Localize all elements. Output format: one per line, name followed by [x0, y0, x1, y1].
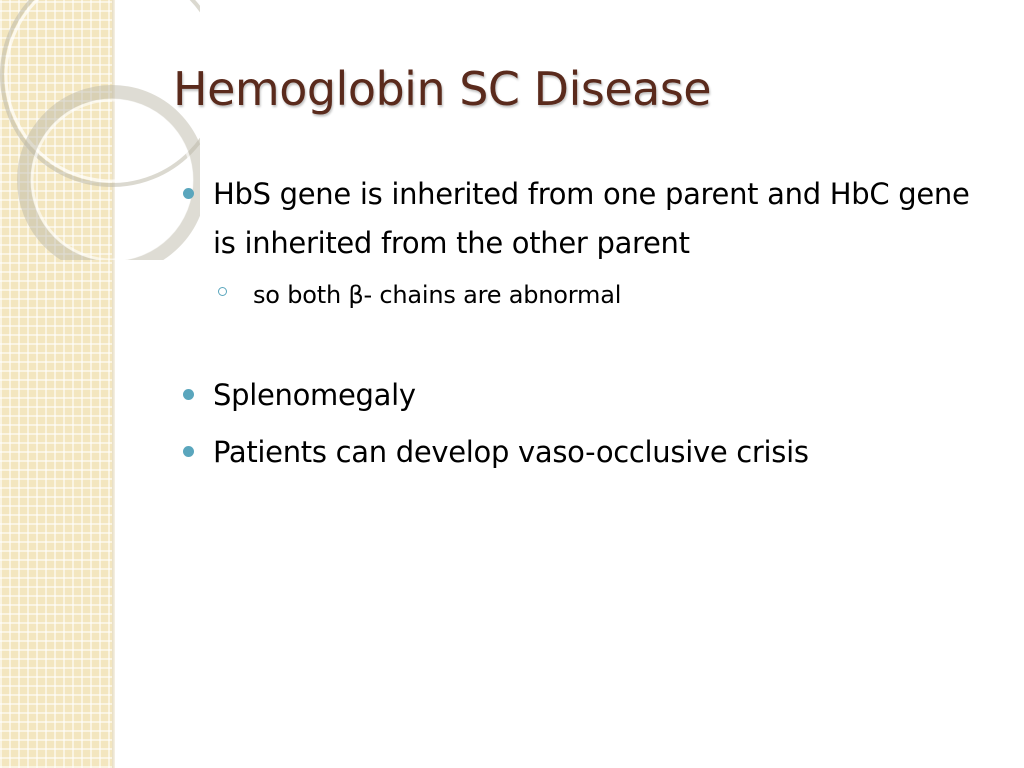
- slide-title: Hemoglobin SC Disease: [173, 62, 712, 116]
- bullet-dot-icon: [183, 446, 194, 457]
- spacer: [180, 322, 1000, 371]
- bullet-text: Patients can develop vaso-occlusive crisis: [213, 435, 809, 469]
- decorative-circles: [0, 0, 200, 260]
- bullet-dot-icon: [183, 389, 194, 400]
- bullet-text: HbS gene is inherited from one parent and HbC gene is inherited from the other parent: [213, 177, 970, 260]
- bullet-item: [180, 428, 1000, 477]
- bullet-text: Splenomegaly: [213, 378, 416, 412]
- bullet-item: [180, 170, 1000, 268]
- bullet-dot-icon: [183, 188, 194, 199]
- bullet-item: [180, 371, 1000, 420]
- bullet-ring-icon: [218, 287, 227, 296]
- sub-bullet-item: [180, 268, 1000, 322]
- bullet-list: [180, 170, 1000, 477]
- sub-bullet-text: so both β- chains are abnormal: [253, 281, 622, 309]
